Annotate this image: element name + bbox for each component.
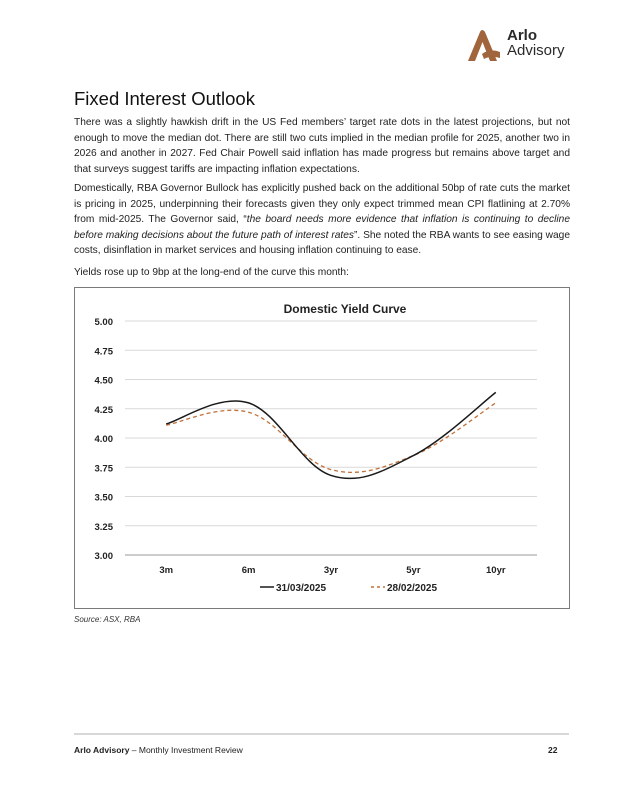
paragraph-rba — [74, 181, 570, 259]
y-tick-label: 3.25 — [94, 521, 113, 533]
paragraph-rba-end: ”. She noted the RBA wants to see easing wage costs, disinflation in market services and housing inflation continuing to ease. — [74, 229, 570, 256]
page-title: Fixed Interest Outlook — [74, 88, 255, 109]
logo-mark-icon — [466, 28, 502, 62]
brand-name-bold: Arlo — [507, 27, 537, 44]
y-tick-label: 4.50 — [94, 375, 113, 387]
legend-label: 28/02/2025 — [387, 583, 438, 594]
chart-title: Domestic Yield Curve — [283, 302, 407, 316]
paragraph-rba-start: Domestically, RBA Governor Bullock has explicitly pushed back on the additional 50bp of rate cuts the market is pricing in 2025, underpinning their forecasts given they only expect trimmed mean CPI flatlining at 2.70% from mid-2025. The Governor said, “ — [74, 183, 570, 225]
footer-label — [74, 745, 243, 755]
x-tick-label: 6m — [241, 565, 256, 576]
x-tick-label: 5yr — [406, 565, 421, 576]
paragraph-fed: There was a slightly hawkish drift in the US Fed members’ target rate dots in the latest projections, but not enough to move the median dot. There are still two cuts implied in the median profile for 2025, another two in 2026 and another in 2027. Fed Chair Powell said inflation has made progress but remains above target and that surveys suggest tariffs are impacting inflation expectations. — [74, 117, 570, 175]
y-tick-label: 4.25 — [94, 404, 113, 416]
y-tick-label: 5.00 — [94, 317, 113, 328]
y-tick-label: 3.75 — [94, 463, 113, 475]
x-tick-label: 10yr — [486, 565, 506, 576]
y-tick-label: 4.00 — [94, 434, 113, 445]
page-number: 22 — [548, 745, 558, 755]
x-tick-label: 3yr — [323, 565, 339, 576]
legend-label: 31/03/2025 — [276, 583, 327, 594]
series-line-31-03-2025 — [166, 392, 496, 478]
y-tick-label: 3.50 — [94, 492, 113, 504]
chart-source: Source: ASX, RBA — [74, 615, 141, 624]
chart-svg — [75, 288, 569, 608]
footer-company: Arlo Advisory — [74, 745, 130, 755]
footer-publication: – Monthly Investment Review — [129, 745, 243, 755]
brand-name-regular: Advisory — [507, 42, 565, 59]
y-tick-label: 4.75 — [94, 346, 113, 358]
paragraph-yields: Yields rose up to 9bp at the long-end of the curve this month: — [74, 267, 349, 278]
brand-logo — [466, 26, 576, 66]
paragraph-rba-quote: the board needs more evidence that inflation is continuing to decline before making decisions about the future path of interest rates — [74, 214, 570, 241]
y-tick-label: 3.00 — [94, 551, 113, 562]
yield-curve-chart — [74, 287, 570, 609]
x-tick-label: 3m — [159, 565, 174, 576]
footer-divider — [74, 733, 569, 735]
